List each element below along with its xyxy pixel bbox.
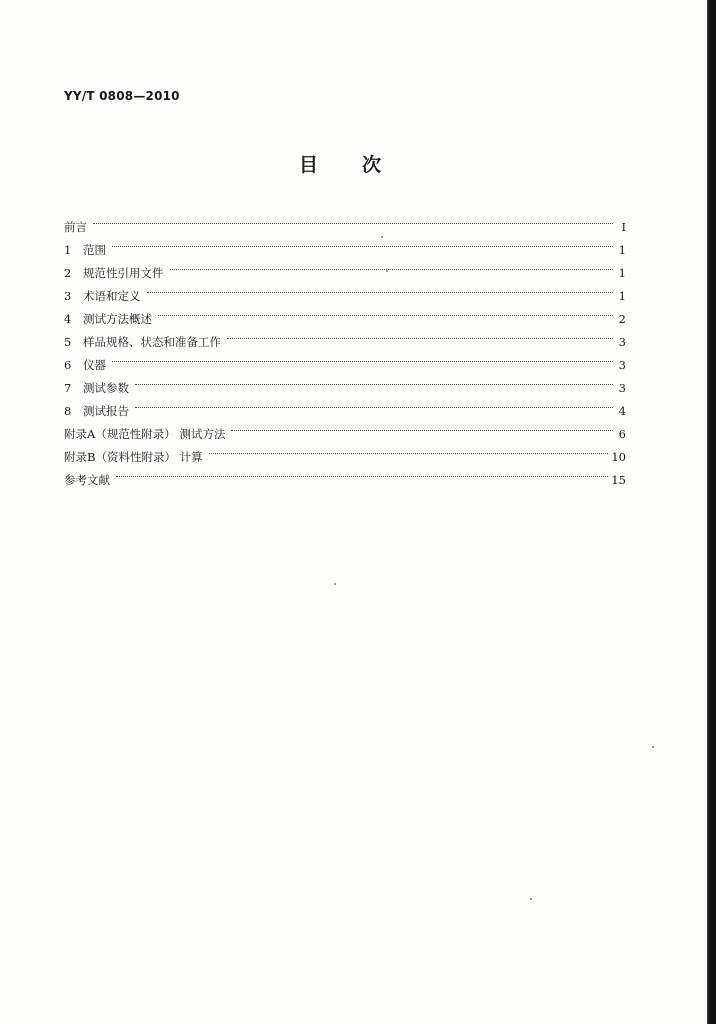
toc-leader-dots	[158, 300, 613, 323]
scan-speck	[386, 270, 388, 272]
toc-leader-dots	[209, 438, 609, 461]
toc-leader-dots	[112, 346, 613, 369]
toc-leader-dots	[135, 369, 613, 392]
toc-entry-terms-definitions[interactable]	[64, 277, 626, 303]
toc-entry-label: 参考文献	[64, 473, 110, 487]
toc-leader-dots	[147, 277, 614, 300]
standard-number: YY/T 0808—2010	[64, 89, 180, 103]
toc-entry-label: 测试参数	[83, 381, 129, 395]
toc-entry-apparatus[interactable]	[64, 346, 626, 372]
scan-speck	[381, 236, 383, 238]
toc-entry-label: 测试报告	[83, 404, 129, 418]
toc-entry-number: 3	[64, 289, 72, 303]
toc-entry-page: 4	[618, 404, 626, 418]
toc-entry-number: 7	[64, 381, 72, 395]
toc-entry-label: 仪器	[83, 358, 106, 372]
toc-entry-label: 范围	[83, 243, 106, 257]
toc-entry-page: 6	[618, 427, 626, 441]
scan-speck	[334, 583, 336, 585]
toc-entry-number: 8	[64, 404, 72, 418]
toc-leader-dots	[170, 254, 614, 277]
toc-entry-page: 3	[618, 381, 626, 395]
scan-speck	[530, 898, 532, 900]
toc-entry-number: 4	[64, 312, 72, 326]
toc-entry-method-overview[interactable]	[64, 300, 626, 326]
toc-entry-label: 附录A（规范性附录） 测试方法	[64, 427, 226, 441]
toc-entry-page: 15	[611, 473, 626, 487]
toc-entry-test-report[interactable]	[64, 392, 626, 418]
toc-entry-label: 术语和定义	[83, 289, 141, 303]
toc-entry-number: 5	[64, 335, 72, 349]
toc-entry-foreword[interactable]	[64, 208, 626, 234]
toc-entry-normative-references[interactable]	[64, 254, 626, 280]
toc-entry-label: 附录B（资料性附录） 计算	[64, 450, 203, 464]
toc-entry-scope[interactable]	[64, 231, 626, 257]
toc-entry-label: 样品规格、状态和准备工作	[83, 335, 221, 349]
toc-entry-label: 测试方法概述	[83, 312, 152, 326]
table-of-contents	[64, 208, 626, 487]
scan-speck	[652, 746, 654, 748]
toc-entry-page: 1	[618, 243, 626, 257]
toc-entry-page: 10	[611, 450, 626, 464]
toc-leader-dots	[135, 392, 613, 415]
toc-entry-page: 1	[618, 289, 626, 303]
toc-leader-dots	[112, 231, 613, 254]
toc-entry-page: 2	[618, 312, 626, 326]
toc-entry-bibliography[interactable]	[64, 461, 626, 487]
toc-entry-page: 3	[618, 358, 626, 372]
toc-leader-dots	[116, 461, 608, 484]
toc-leader-dots	[93, 208, 613, 231]
toc-entry-annex-a[interactable]	[64, 415, 626, 441]
toc-entry-number: 6	[64, 358, 72, 372]
scan-edge-shadow	[707, 0, 716, 1024]
toc-entry-number: 1	[64, 243, 72, 257]
toc-leader-dots	[231, 415, 613, 438]
toc-entry-number: 2	[64, 266, 72, 280]
toc-entry-page: 1	[618, 266, 626, 280]
toc-title: 目次	[298, 154, 425, 176]
toc-entry-test-parameters[interactable]	[64, 369, 626, 395]
toc-entry-label: 前言	[64, 220, 87, 234]
toc-entry-label: 规范性引用文件	[83, 266, 164, 280]
toc-leader-dots	[227, 323, 613, 346]
toc-entry-page: Ⅰ	[621, 220, 626, 234]
toc-entry-page: 3	[618, 335, 626, 349]
